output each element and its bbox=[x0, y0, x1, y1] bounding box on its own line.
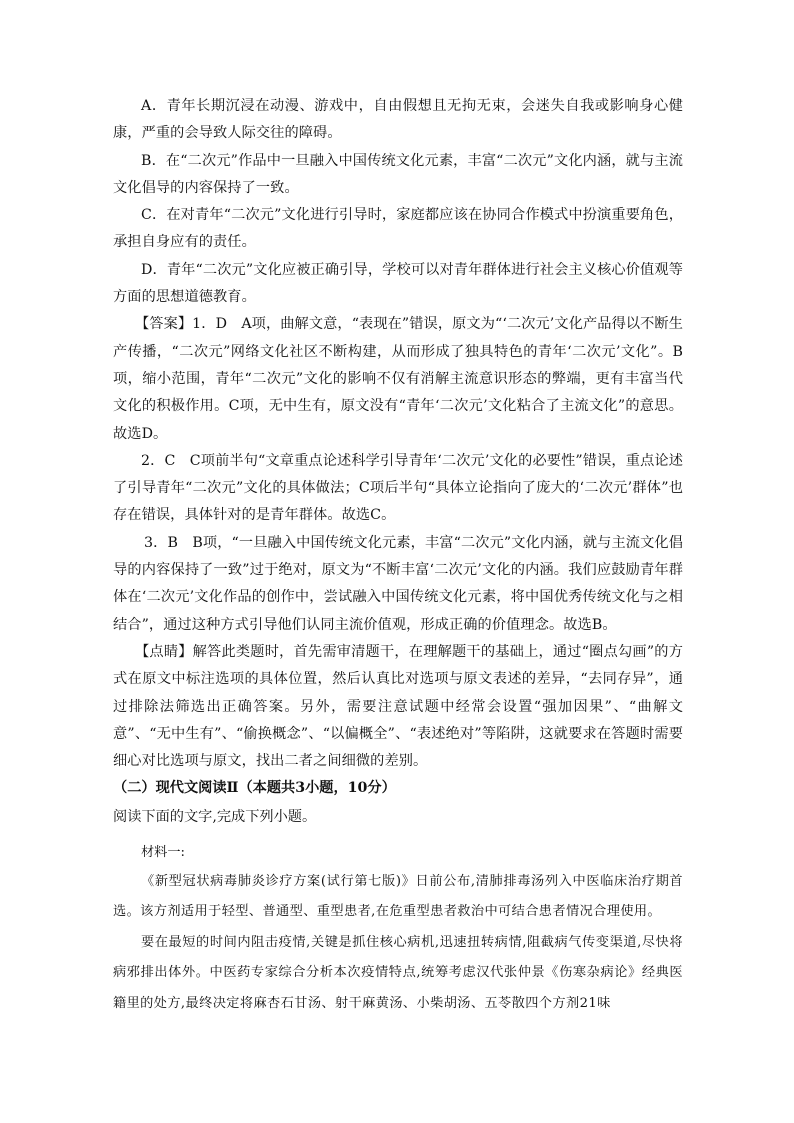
option-b: B．在“二次元”作品中一旦融入中国传统文化元素，丰富“二次元”文化内涵，就与主流文化倡导的内容保持了一致。 bbox=[113, 152, 683, 196]
tip-paragraph bbox=[113, 639, 683, 775]
material-label: 材料一: bbox=[141, 844, 186, 860]
material-paragraph-1: 《新型冠状病毒肺炎诊疗方案(试行第七版)》日前公布,清肺排毒汤列入中医临床治疗期首选。该方剂适用于轻型、普通型、重型患者,在危重型患者救治中可结合患者情况合理使用。 bbox=[113, 873, 683, 920]
tip-label: 【点睛】 bbox=[135, 643, 193, 660]
answer-q1 bbox=[113, 311, 683, 447]
option-d: D．青年“二次元”文化应被正确引导，学校可以对青年群体进行社会主义核心价值观等方面的思想道德教育。 bbox=[113, 261, 683, 306]
document-body bbox=[113, 93, 683, 1019]
answer-label: 【答案】 bbox=[135, 316, 193, 333]
answer-q1-text: 1．D A项，曲解文意，“表现在”错误，原文为“‘二次元’文化产品得以不断生产传播，“二次元”网络文化社区不断构建，从而形成了独具特色的青年‘二次元’文化”。B项，缩小范围，青年“二次元”文化的影响不仅有消解主流意识形态的弊端，更有丰富当代文化的积极作用。C项，无中生有，原文没有“青年‘二次元’文化粘合了主流文化”的意思。故选D。 bbox=[113, 316, 684, 442]
tip-text: 解答此类题时，首先需审清题干，在理解题干的基础上，通过“圈点勾画”的方式在原文中标注选项的具体位置，然后认真比对选项与原文表述的差异，“去同存异”，通过排除法筛选出正确答案。另外，需要注意试题中经常会设置“强加因果”、“曲解文意”、“无中生有”、“偷换概念”、“以偏概全”、“表述绝对”等陷阱，这就要求在答题时需要细心对比选项与原文，找出二者之间细微的差别。 bbox=[113, 643, 683, 770]
option-c: C．在对青年“二次元”文化进行引导时，家庭都应该在协同合作模式中扮演重要角色，承担自身应有的责任。 bbox=[113, 207, 683, 251]
section-title: （二）现代文阅读Ⅱ（本题共3小题，10分） bbox=[113, 780, 396, 797]
answer-q3: 3．B B项，“一旦融入中国传统文化元素，丰富“二次元”文化内涵，就与主流文化倡导的内容保持了一致”过于绝对，原文为“不断丰富‘二次元’文化的内涵。我们应鼓励青年群体在‘二次元’文化作品的创作中，尝试融入中国传统文化元素，将中国优秀传统文化与之相结合”，通过这种方式引导他们认同主流价值观，形成正确的价值理念。故选B。 bbox=[113, 534, 683, 633]
section-instruction: 阅读下面的文字,完成下列小题。 bbox=[113, 808, 317, 825]
option-a: A．青年长期沉浸在动漫、游戏中，自由假想且无拘无束，会迷失自我或影响身心健康，严重的会导致人际交往的障碍。 bbox=[113, 98, 683, 142]
material-paragraph-2: 要在最短的时间内阻击疫情,关键是抓住核心病机,迅速扭转病情,阻截病气传变渠道,尽快将病邪排出体外。中医药专家综合分析本次疫情特点,统筹考虑汉代张仲景《伤寒杂病论》经典医籍里的处方,最终决定将麻杏石甘汤、射干麻黄汤、小柴胡汤、五苓散四个方剂21味 bbox=[113, 934, 683, 1011]
answer-q2: 2．C C项前半句“文章重点论述科学引导青年‘二次元’文化的必要性”错误，重点论述了引导青年“二次元”文化的具体做法；C项后半句“具体立论指向了庞大的‘二次元’群体”也存在错误，具体针对的是青年群体。故选C。 bbox=[113, 452, 683, 524]
